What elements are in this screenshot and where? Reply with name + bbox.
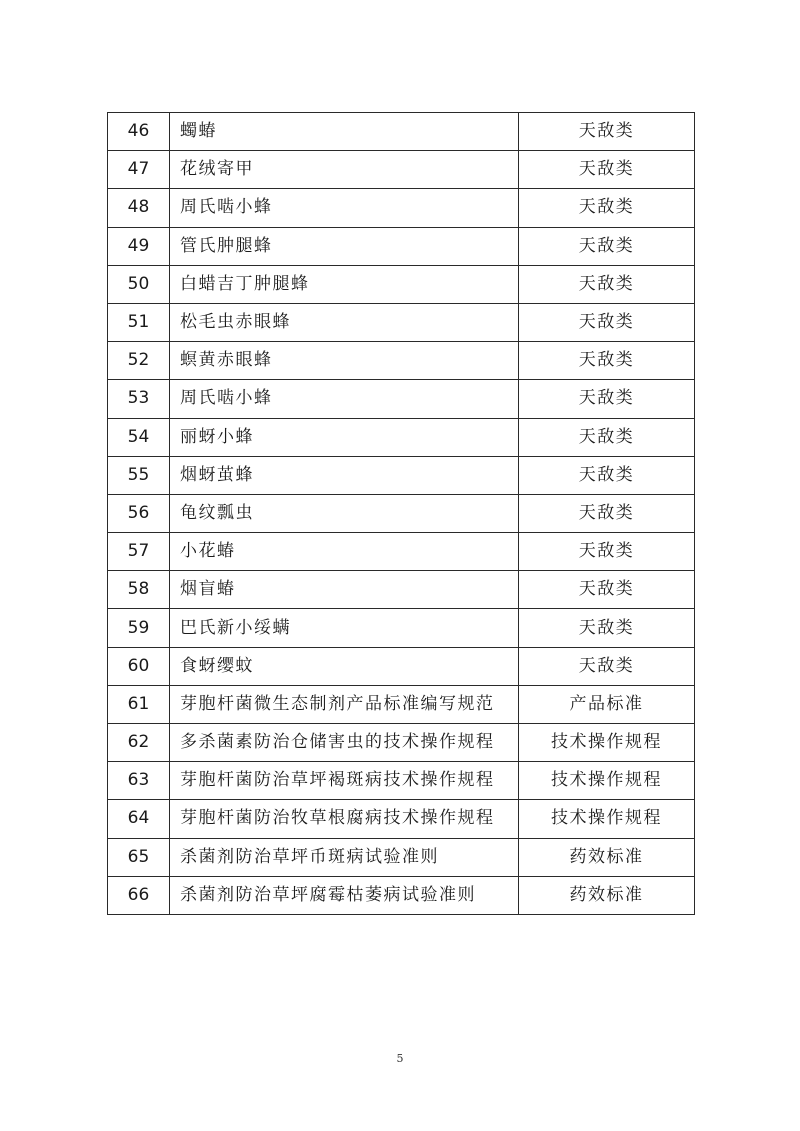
row-name: 芽胞杆菌微生态制剂产品标准编写规范 <box>170 685 519 723</box>
row-name: 周氏啮小蜂 <box>170 380 519 418</box>
table-row <box>108 571 695 609</box>
row-name: 丽蚜小蜂 <box>170 418 519 456</box>
row-name: 杀菌剂防治草坪腐霉枯萎病试验准则 <box>170 876 519 914</box>
table-row <box>108 342 695 380</box>
page-number: 5 <box>396 1052 404 1065</box>
standards-table <box>107 112 695 915</box>
row-category: 药效标准 <box>519 838 695 876</box>
row-category: 天敌类 <box>519 380 695 418</box>
table-row <box>108 685 695 723</box>
row-number: 63 <box>108 762 170 800</box>
row-name: 巴氏新小绥螨 <box>170 609 519 647</box>
row-name: 白蜡吉丁肿腿蜂 <box>170 265 519 303</box>
row-category: 天敌类 <box>519 189 695 227</box>
row-number: 58 <box>108 571 170 609</box>
table-row <box>108 762 695 800</box>
row-category: 天敌类 <box>519 647 695 685</box>
row-category: 药效标准 <box>519 876 695 914</box>
row-number: 62 <box>108 724 170 762</box>
row-name: 食蚜缨蚊 <box>170 647 519 685</box>
table-row <box>108 456 695 494</box>
row-category: 天敌类 <box>519 533 695 571</box>
table-row <box>108 189 695 227</box>
table-row <box>108 494 695 532</box>
row-name: 蠋蝽 <box>170 113 519 151</box>
table-row <box>108 876 695 914</box>
row-number: 56 <box>108 494 170 532</box>
row-category: 天敌类 <box>519 494 695 532</box>
row-number: 51 <box>108 303 170 341</box>
row-number: 52 <box>108 342 170 380</box>
row-name: 螟黄赤眼蜂 <box>170 342 519 380</box>
row-number: 66 <box>108 876 170 914</box>
row-number: 47 <box>108 151 170 189</box>
row-number: 57 <box>108 533 170 571</box>
row-category: 天敌类 <box>519 456 695 494</box>
row-category: 天敌类 <box>519 342 695 380</box>
table-row <box>108 303 695 341</box>
row-name: 管氏肿腿蜂 <box>170 227 519 265</box>
table-row <box>108 724 695 762</box>
row-name: 花绒寄甲 <box>170 151 519 189</box>
row-number: 49 <box>108 227 170 265</box>
row-number: 60 <box>108 647 170 685</box>
row-number: 65 <box>108 838 170 876</box>
table-row <box>108 265 695 303</box>
row-category: 技术操作规程 <box>519 724 695 762</box>
row-name: 杀菌剂防治草坪币斑病试验准则 <box>170 838 519 876</box>
table-row <box>108 418 695 456</box>
table-row <box>108 380 695 418</box>
table-row <box>108 151 695 189</box>
row-category: 天敌类 <box>519 418 695 456</box>
row-name: 烟蚜茧蜂 <box>170 456 519 494</box>
row-name: 芽胞杆菌防治草坪褐斑病技术操作规程 <box>170 762 519 800</box>
row-number: 59 <box>108 609 170 647</box>
row-category: 天敌类 <box>519 151 695 189</box>
row-name: 周氏啮小蜂 <box>170 189 519 227</box>
row-name: 龟纹瓢虫 <box>170 494 519 532</box>
table-row <box>108 113 695 151</box>
table-row <box>108 800 695 838</box>
row-category: 天敌类 <box>519 227 695 265</box>
row-name: 小花蝽 <box>170 533 519 571</box>
row-category: 技术操作规程 <box>519 762 695 800</box>
row-category: 天敌类 <box>519 113 695 151</box>
row-number: 50 <box>108 265 170 303</box>
row-name: 松毛虫赤眼蜂 <box>170 303 519 341</box>
row-name: 多杀菌素防治仓储害虫的技术操作规程 <box>170 724 519 762</box>
table-row <box>108 609 695 647</box>
table-row <box>108 838 695 876</box>
row-number: 46 <box>108 113 170 151</box>
row-category: 天敌类 <box>519 303 695 341</box>
row-number: 54 <box>108 418 170 456</box>
table-body <box>108 113 695 915</box>
table-row <box>108 533 695 571</box>
row-category: 天敌类 <box>519 571 695 609</box>
row-category: 天敌类 <box>519 609 695 647</box>
row-name: 芽胞杆菌防治牧草根腐病技术操作规程 <box>170 800 519 838</box>
row-category: 技术操作规程 <box>519 800 695 838</box>
row-number: 55 <box>108 456 170 494</box>
row-number: 64 <box>108 800 170 838</box>
table-row <box>108 647 695 685</box>
row-number: 48 <box>108 189 170 227</box>
row-number: 61 <box>108 685 170 723</box>
row-number: 53 <box>108 380 170 418</box>
row-name: 烟盲蝽 <box>170 571 519 609</box>
table-row <box>108 227 695 265</box>
row-category: 产品标准 <box>519 685 695 723</box>
row-category: 天敌类 <box>519 265 695 303</box>
